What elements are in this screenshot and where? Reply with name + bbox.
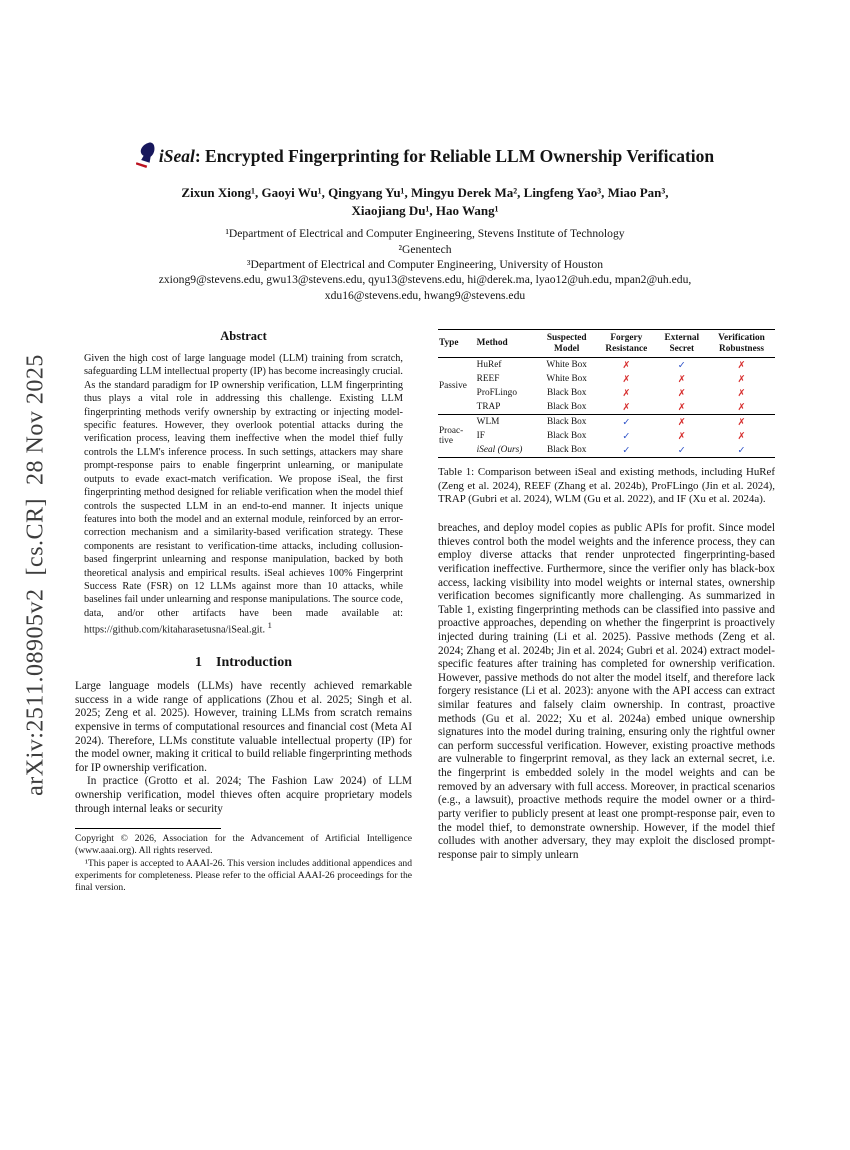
arxiv-watermark: arXiv:2511.08905v2 [cs.CR] 28 Nov 2025 bbox=[22, 354, 49, 796]
aaai-footnote: ¹This paper is accepted to AAAI-26. This version includes additional appendices and experiments for completeness. Please refer to the official AAAI-26 proceedings for the final version. bbox=[75, 858, 412, 893]
col-header-method: Method bbox=[476, 338, 508, 349]
method-cell: TRAP bbox=[476, 402, 501, 413]
comparison-table bbox=[438, 329, 775, 458]
mark-cell: ✓ bbox=[622, 416, 631, 428]
col-header-type: Type bbox=[439, 338, 459, 349]
table-row bbox=[438, 443, 775, 458]
title-rest: : Encrypted Fingerprinting for Reliable LLM Ownership Verification bbox=[194, 146, 715, 166]
mark-cell: ✗ bbox=[677, 416, 686, 428]
mark-cell: ✗ bbox=[737, 359, 746, 371]
copyright-footnote: Copyright © 2026, Association for the Advancement of Artificial Intelligence (www.aaai.org). All rights reserved. bbox=[75, 833, 412, 857]
left-column bbox=[75, 329, 412, 895]
mark-cell: ✗ bbox=[622, 387, 631, 399]
mark-cell: ✓ bbox=[677, 444, 686, 456]
mark-cell: ✗ bbox=[737, 373, 746, 385]
abstract-footnote-marker: 1 bbox=[267, 620, 272, 631]
mark-cell: ✗ bbox=[677, 430, 686, 442]
affiliation-3: ³Department of Electrical and Computer Engineering, University of Houston bbox=[246, 257, 604, 271]
iseal-logo-icon bbox=[136, 142, 156, 168]
author-block bbox=[75, 184, 775, 220]
abstract-text bbox=[75, 352, 412, 637]
emails-line-1: zxiong9@stevens.edu, gwu13@stevens.edu, qyu13@stevens.edu, hi@derek.ma, lyao12@uh.edu, mpan2@uh.edu, bbox=[158, 273, 692, 287]
intro-paragraph-1: Large language models (LLMs) have recently achieved remarkable success in a wide range of applications (Zhou et al. 2025; Singh et al. 2025; Zeng et al. 2025). However, training LLMs from scratch remains expensive in terms of computational resources and financial cost (Meta AI 2024). Therefore, LLMs constitute valuable intellectual property (IP) for the model owner, making it critical to build reliable fingerprinting methods for IP ownership verification. bbox=[75, 680, 412, 774]
mark-cell: ✗ bbox=[622, 373, 631, 385]
method-cell: iSeal (Ours) bbox=[476, 445, 523, 456]
model-cell: Black Box bbox=[546, 417, 587, 428]
mark-cell: ✓ bbox=[622, 430, 631, 442]
method-cell: REEF bbox=[476, 374, 500, 385]
method-cell: IF bbox=[476, 431, 485, 442]
mark-cell: ✓ bbox=[677, 359, 686, 371]
mark-cell: ✗ bbox=[677, 401, 686, 413]
model-cell: Black Box bbox=[546, 402, 587, 413]
title-iseal: iSeal bbox=[158, 146, 195, 166]
mark-cell: ✓ bbox=[622, 444, 631, 456]
mark-cell: ✗ bbox=[737, 416, 746, 428]
footnote-rule bbox=[75, 828, 221, 829]
model-cell: White Box bbox=[546, 374, 587, 385]
affiliation-1: ¹Department of Electrical and Computer Engineering, Stevens Institute of Technology bbox=[225, 227, 625, 241]
type-group-passive: Passive bbox=[439, 381, 467, 392]
col-header-verification-robustness: Verification Robustness bbox=[718, 332, 765, 354]
right-column-text: breaches, and deploy model copies as public APIs for profit. Since model thieves control both the model weights and the inference process, they can employ diverse attacks that render unprotected fingerprinting-based verification ineffective. Furthermore, since the verifier only has black-box access, lacking visibility into model weights or internal states, ownership verification becomes significantly more challenging. As summarized in Table 1, existing fingerprinting methods can be classified into passive and proactive approaches, depending on whether the fingerprint is proactively injected during training (Li et al. 2025). Passive methods (Zeng et al. 2024; Zhang et al. 2024b; Jin et al. 2024; Gubri et al. 2024) extract model-specific features after training has completed for ownership verification. However, passive methods do not alter the model itself, and therefore lack forgery resistance (Li et al. 2023): anyone with the API access can extract similar features and falsely claim ownership. In contrast, proactive methods (Gu et al. 2022; Xu et al. 2024a) embed unique ownership signatures into the model during training, ensuring only the rightful owner can perform successful verification. However, existing proactive methods are vulnerable to fingerprint removal, as they lack an external secret, i.e. the fingerprint is embedded solely in the model weights and can be removed by an adversary with full access. Moreover, in practical scenarios (e.g., a lawsuit), proactive methods require the model owner or a third-party verifier to publicly present at least one prompt-response pair, even to the model thief, to demonstrate ownership. However, if the model thief colludes with another adversary, they may exploit the disclosed prompt-response pair to simply unlearn bbox=[438, 522, 775, 861]
right-column bbox=[438, 329, 775, 895]
abstract-body: Given the high cost of large language model (LLM) training from scratch, safeguarding LLM intellectual property (IP) has become increasingly crucial. As the standard paradigm for IP ownership verification, LLM fingerprinting thus plays a vital role in addressing this challenge. Existing LLM fingerprinting methods verify ownership by extracting or injecting model-specific features. However, they overlook potential attacks during the verification process, leaving them ineffective when the model thief fully controls the LLM's inference process. In such settings, attackers may share prompt-response pairs to enable fingerprint unlearning, or manipulate outputs to evade exact-match verification. We propose iSeal, the first fingerprinting method designed for reliable verification when the model thief controls the suspected LLM in an end-to-end manner. It injects unique features into both the model and an external module, reinforced by an error-correction mechanism and a similarity-based verification strategy. These components are resistant to verification-time attacks, including collusion-based fingerprint unlearning and response manipulation, backed by both theoretical analysis and empirical results. iSeal achieves 100% Fingerprint Success Rate (FSR) on 12 LLMs against more than 10 attacks, while baselines fail under unlearning and response manipulations. The source code, data, and/or other artifacts have been made available at: bbox=[84, 352, 403, 619]
mark-cell: ✗ bbox=[737, 401, 746, 413]
table-row bbox=[438, 372, 775, 386]
col-header-suspected-model: Suspected Model bbox=[546, 332, 587, 354]
paper-content bbox=[75, 142, 775, 895]
table-header bbox=[438, 329, 775, 357]
mark-cell: ✗ bbox=[737, 387, 746, 399]
abstract-heading: Abstract bbox=[220, 328, 267, 343]
table-row bbox=[438, 415, 775, 430]
mark-cell: ✗ bbox=[622, 359, 631, 371]
affiliation-2: ²Genentech bbox=[398, 242, 452, 256]
method-cell: WLM bbox=[476, 417, 500, 428]
model-cell: White Box bbox=[546, 360, 587, 371]
emails-line-2: xdu16@stevens.edu, hwang9@stevens.edu bbox=[324, 288, 526, 302]
col-header-forgery-resistance: Forgery Resistance bbox=[605, 332, 648, 354]
authors-line-1: Zixun Xiong¹, Gaoyi Wu¹, Qingyang Yu¹, Mingyu Derek Ma², Lingfeng Yao³, Miao Pan³, bbox=[181, 185, 669, 200]
two-column-body bbox=[75, 329, 775, 895]
method-cell: ProFLingo bbox=[476, 388, 517, 399]
mark-cell: ✗ bbox=[737, 430, 746, 442]
table-row bbox=[438, 400, 775, 415]
affiliation-block bbox=[75, 226, 775, 302]
table-row bbox=[438, 358, 775, 373]
table-row bbox=[438, 386, 775, 400]
section-heading-introduction: 1 Introduction bbox=[195, 655, 292, 671]
table-caption: Table 1: Comparison between iSeal and existing methods, including HuRef (Zeng et al. 2024), REEF (Zhang et al. 2024b), ProFLingo (Jin et al. 2024), TRAP (Gubri et al. 2024), WLM (Gu et al. 2022), and IF (Xu et al. 2024a). bbox=[438, 466, 775, 506]
mark-cell: ✗ bbox=[622, 401, 631, 413]
type-group-proactive: Proac- tive bbox=[439, 426, 464, 447]
col-header-external-secret: External Secret bbox=[664, 332, 700, 354]
method-cell: HuRef bbox=[476, 360, 502, 371]
authors-line-2: Xiaojiang Du¹, Hao Wang¹ bbox=[351, 203, 499, 219]
model-cell: Black Box bbox=[546, 445, 587, 456]
mark-cell: ✓ bbox=[737, 444, 746, 456]
model-cell: Black Box bbox=[546, 388, 587, 399]
intro-paragraph-2: In practice (Grotto et al. 2024; The Fashion Law 2024) of LLM ownership verification, model thieves often acquire proprietary models through internal leaks or security bbox=[75, 775, 412, 815]
github-link[interactable]: https://github.com/kitaharasetusna/iSeal.git. bbox=[84, 624, 266, 636]
paper-title bbox=[75, 142, 775, 168]
mark-cell: ✗ bbox=[677, 387, 686, 399]
mark-cell: ✗ bbox=[677, 373, 686, 385]
model-cell: Black Box bbox=[546, 431, 587, 442]
table-row bbox=[438, 429, 775, 443]
